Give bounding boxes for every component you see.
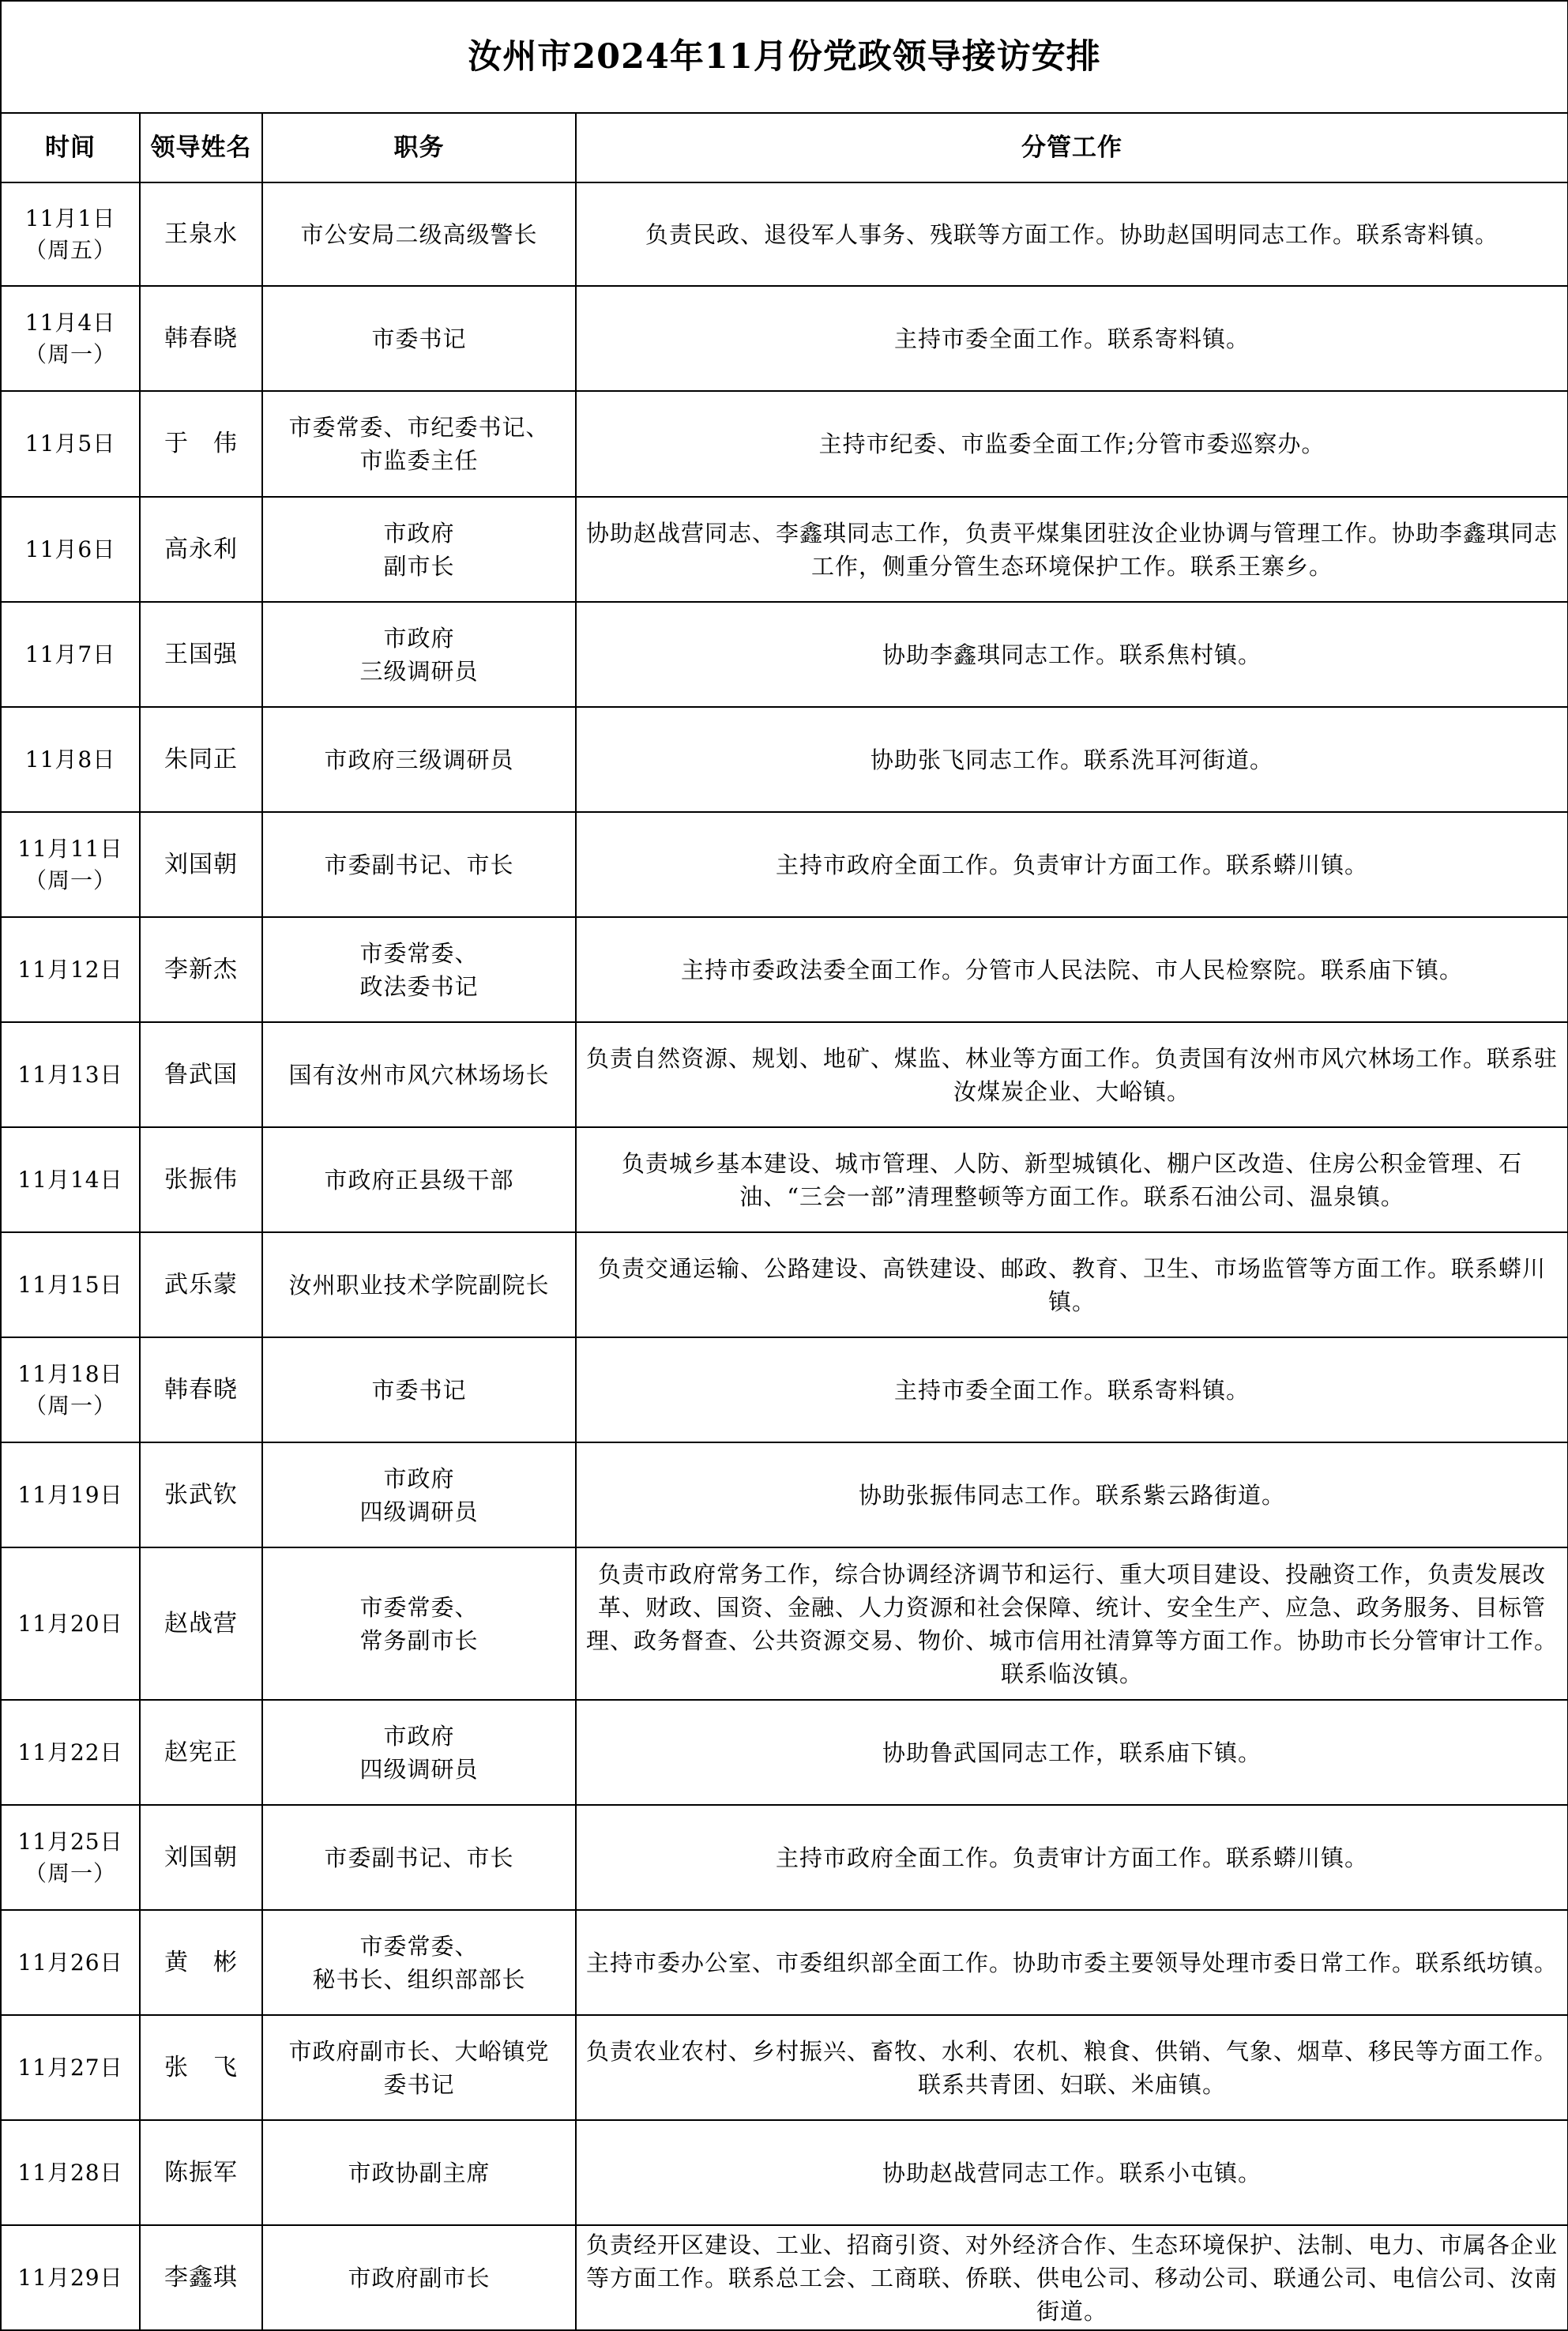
weekday-text: （周一） [24, 867, 116, 893]
position-line: 市政府副市长、大峪镇党 [288, 2037, 550, 2065]
document-title: 汝州市2024年11月份党政领导接访安排 [1, 1, 1568, 113]
position-line: 三级调研员 [359, 657, 479, 685]
position-cell [262, 1805, 576, 1910]
leader-name-cell: 赵宪正 [140, 1700, 262, 1805]
table-row [1, 1442, 1568, 1547]
table-row [1, 2015, 1568, 2120]
date-cell [1, 1337, 140, 1442]
table-row [1, 1547, 1568, 1700]
duties-cell: 负责农业农村、乡村振兴、畜牧、水利、农机、粮食、供销、气象、烟草、移民等方面工作。联系共青团、妇联、米庙镇。 [576, 2015, 1568, 2120]
position-cell [262, 1547, 576, 1700]
header-time: 时间 [1, 113, 140, 182]
position-line: 市委书记 [371, 325, 467, 352]
duties-cell: 负责城乡基本建设、城市管理、人防、新型城镇化、棚户区改造、住房公积金管理、石油、“三会一部”清理整顿等方面工作。联系石油公司、温泉镇。 [576, 1127, 1568, 1232]
position-cell [262, 1022, 576, 1127]
table-row [1, 602, 1568, 707]
duties-cell: 协助张飞同志工作。联系洗耳河街道。 [576, 707, 1568, 812]
position-line: 汝州职业技术学院副院长 [288, 1271, 550, 1299]
duties-cell: 协助李鑫琪同志工作。联系焦村镇。 [576, 602, 1568, 707]
leader-name-cell: 李新杰 [140, 917, 262, 1022]
duties-cell: 协助赵战营同志、李鑫琪同志工作，负责平煤集团驻汝企业协调与管理工作。协助李鑫琪同志工作，侧重分管生态环境保护工作。联系王寨乡。 [576, 497, 1568, 602]
position-cell [262, 1442, 576, 1547]
date-text: 11月12日 [17, 956, 123, 983]
leader-name-cell: 刘国朝 [140, 1805, 262, 1910]
date-text: 11月18日 [17, 1360, 123, 1387]
position-line: 市公安局二级高级警长 [300, 220, 538, 248]
leader-name-cell: 张振伟 [140, 1127, 262, 1232]
leader-name-cell: 张 飞 [140, 2015, 262, 2120]
position-line: 市政府 [383, 1464, 455, 1492]
position-line: 国有汝州市风穴林场场长 [288, 1061, 550, 1088]
date-cell [1, 707, 140, 812]
position-line: 委书记 [383, 2070, 455, 2098]
date-text: 11月20日 [17, 1610, 123, 1637]
date-cell [1, 391, 140, 497]
position-line: 四级调研员 [359, 1498, 479, 1525]
duties-cell: 负责市政府常务工作，综合协调经济调节和运行、重大项目建设、投融资工作，负责发展改革、财政、国资、金融、人力资源和社会保障、统计、安全生产、应急、政务服务、目标管理、政务督查、公共资源交易、物价、城市信用社清算等方面工作。协助市长分管审计工作。联系临汝镇。 [576, 1547, 1568, 1700]
position-cell [262, 182, 576, 286]
duties-cell: 主持市委办公室、市委组织部全面工作。协助市委主要领导处理市委日常工作。联系纸坊镇。 [576, 1910, 1568, 2015]
position-line: 市监委主任 [359, 447, 479, 474]
position-cell [262, 2015, 576, 2120]
date-text: 11月26日 [17, 1949, 123, 1976]
table-row [1, 917, 1568, 1022]
position-line: 市委常委、 [359, 1593, 479, 1621]
duties-cell: 主持市政府全面工作。负责审计方面工作。联系蟒川镇。 [576, 812, 1568, 917]
duties-cell: 负责交通运输、公路建设、高铁建设、邮政、教育、卫生、市场监管等方面工作。联系蟒川镇。 [576, 1232, 1568, 1337]
table-row [1, 1910, 1568, 2015]
date-cell [1, 1547, 140, 1700]
position-line: 市委副书记、市长 [324, 851, 514, 878]
position-line: 市政府 [383, 624, 455, 652]
date-text: 11月25日 [17, 1828, 123, 1855]
table-row [1, 812, 1568, 917]
table-row [1, 2225, 1568, 2330]
position-line: 市委常委、 [359, 939, 479, 967]
position-line: 四级调研员 [359, 1755, 479, 1783]
leader-name-cell: 武乐蒙 [140, 1232, 262, 1337]
position-line: 市政府 [383, 519, 455, 547]
header-leader-name: 领导姓名 [140, 113, 262, 182]
leader-name-cell: 韩春晓 [140, 286, 262, 391]
date-text: 11月11日 [17, 835, 123, 862]
date-cell [1, 2120, 140, 2225]
table-row [1, 1127, 1568, 1232]
weekday-text: （周一） [24, 1392, 116, 1419]
leader-name-cell: 韩春晓 [140, 1337, 262, 1442]
date-cell [1, 182, 140, 286]
table-row [1, 1700, 1568, 1805]
leader-name-cell: 赵战营 [140, 1547, 262, 1700]
date-cell [1, 917, 140, 1022]
duties-cell: 主持市委全面工作。联系寄料镇。 [576, 286, 1568, 391]
position-cell [262, 2120, 576, 2225]
position-cell [262, 917, 576, 1022]
position-cell [262, 707, 576, 812]
date-cell [1, 2225, 140, 2330]
date-cell [1, 1805, 140, 1910]
date-cell [1, 1022, 140, 1127]
position-cell [262, 602, 576, 707]
leader-name-cell: 刘国朝 [140, 812, 262, 917]
leader-name-cell: 黄 彬 [140, 1910, 262, 2015]
date-text: 11月15日 [17, 1271, 123, 1298]
table-row [1, 497, 1568, 602]
position-cell [262, 1700, 576, 1805]
duties-cell: 协助鲁武国同志工作，联系庙下镇。 [576, 1700, 1568, 1805]
duties-cell: 协助张振伟同志工作。联系紫云路街道。 [576, 1442, 1568, 1547]
duties-cell: 主持市政府全面工作。负责审计方面工作。联系蟒川镇。 [576, 1805, 1568, 1910]
date-text: 11月4日 [24, 309, 116, 336]
date-text: 11月5日 [24, 430, 116, 457]
position-line: 市委常委、 [359, 1932, 479, 1960]
date-text: 11月13日 [17, 1061, 123, 1088]
date-text: 11月1日 [24, 205, 116, 231]
weekday-text: （周一） [24, 1859, 116, 1886]
date-cell [1, 1442, 140, 1547]
date-cell [1, 286, 140, 391]
position-line: 市政府三级调研员 [324, 746, 514, 773]
position-line: 市委常委、市纪委书记、 [288, 414, 550, 441]
table-row [1, 1805, 1568, 1910]
leader-name-cell: 张武钦 [140, 1442, 262, 1547]
date-text: 11月29日 [17, 2264, 123, 2291]
table-row [1, 286, 1568, 391]
date-text: 11月27日 [17, 2054, 123, 2081]
date-text: 11月6日 [24, 536, 116, 562]
date-cell [1, 1910, 140, 2015]
date-cell [1, 2015, 140, 2120]
date-cell [1, 1700, 140, 1805]
table-header-row [1, 113, 1568, 182]
position-line: 市委副书记、市长 [324, 1844, 514, 1871]
leader-name-cell: 高永利 [140, 497, 262, 602]
date-text: 11月22日 [17, 1739, 123, 1765]
date-cell [1, 812, 140, 917]
date-cell [1, 1232, 140, 1337]
table-row [1, 2120, 1568, 2225]
duties-cell: 主持市委全面工作。联系寄料镇。 [576, 1337, 1568, 1442]
position-line: 常务副市长 [359, 1626, 479, 1654]
weekday-text: （周一） [24, 340, 116, 367]
position-cell [262, 1337, 576, 1442]
duties-cell: 负责民政、退役军人事务、残联等方面工作。协助赵国明同志工作。联系寄料镇。 [576, 182, 1568, 286]
position-cell [262, 497, 576, 602]
position-line: 市政府副市长 [348, 2264, 491, 2292]
date-text: 11月14日 [17, 1166, 123, 1193]
leader-name-cell: 鲁武国 [140, 1022, 262, 1127]
table-row [1, 1022, 1568, 1127]
date-text: 11月7日 [24, 641, 116, 667]
duties-cell: 主持市纪委、市监委全面工作;分管市委巡察办。 [576, 391, 1568, 497]
position-line: 市委书记 [371, 1376, 467, 1404]
position-cell [262, 1127, 576, 1232]
duties-cell: 主持市委政法委全面工作。分管市人民法院、市人民检察院。联系庙下镇。 [576, 917, 1568, 1022]
duties-cell: 负责自然资源、规划、地矿、煤监、林业等方面工作。负责国有汝州市风穴林场工作。联系驻汝煤炭企业、大峪镇。 [576, 1022, 1568, 1127]
position-line: 市政协副主席 [348, 2159, 491, 2186]
position-cell [262, 391, 576, 497]
position-cell [262, 2225, 576, 2330]
date-cell [1, 497, 140, 602]
table-row [1, 182, 1568, 286]
position-cell [262, 1232, 576, 1337]
position-line: 副市长 [383, 552, 455, 580]
schedule-rows [1, 182, 1568, 2330]
duties-cell: 负责经开区建设、工业、招商引资、对外经济合作、生态环境保护、法制、电力、市属各企业等方面工作。联系总工会、工商联、侨联、供电公司、移动公司、联通公司、电信公司、汝南街道。 [576, 2225, 1568, 2330]
position-line: 市政府 [383, 1722, 455, 1750]
position-line: 政法委书记 [359, 972, 479, 1000]
date-cell [1, 1127, 140, 1232]
table-row [1, 1232, 1568, 1337]
date-text: 11月28日 [17, 2159, 123, 2186]
date-text: 11月8日 [24, 746, 116, 773]
table-row [1, 707, 1568, 812]
leader-name-cell: 陈振军 [140, 2120, 262, 2225]
leader-name-cell: 王泉水 [140, 182, 262, 286]
header-position: 职务 [262, 113, 576, 182]
leader-name-cell: 王国强 [140, 602, 262, 707]
leader-name-cell: 朱同正 [140, 707, 262, 812]
position-line: 秘书长、组织部部长 [312, 1965, 526, 1993]
position-cell [262, 812, 576, 917]
position-cell [262, 286, 576, 391]
date-cell [1, 602, 140, 707]
date-text: 11月19日 [17, 1481, 123, 1508]
position-line: 市政府正县级干部 [324, 1166, 514, 1194]
duties-cell: 协助赵战营同志工作。联系小屯镇。 [576, 2120, 1568, 2225]
table-row [1, 391, 1568, 497]
table-row [1, 1337, 1568, 1442]
position-cell [262, 1910, 576, 2015]
weekday-text: （周五） [24, 236, 116, 263]
leader-name-cell: 于 伟 [140, 391, 262, 497]
leader-name-cell: 李鑫琪 [140, 2225, 262, 2330]
header-duties: 分管工作 [576, 113, 1568, 182]
